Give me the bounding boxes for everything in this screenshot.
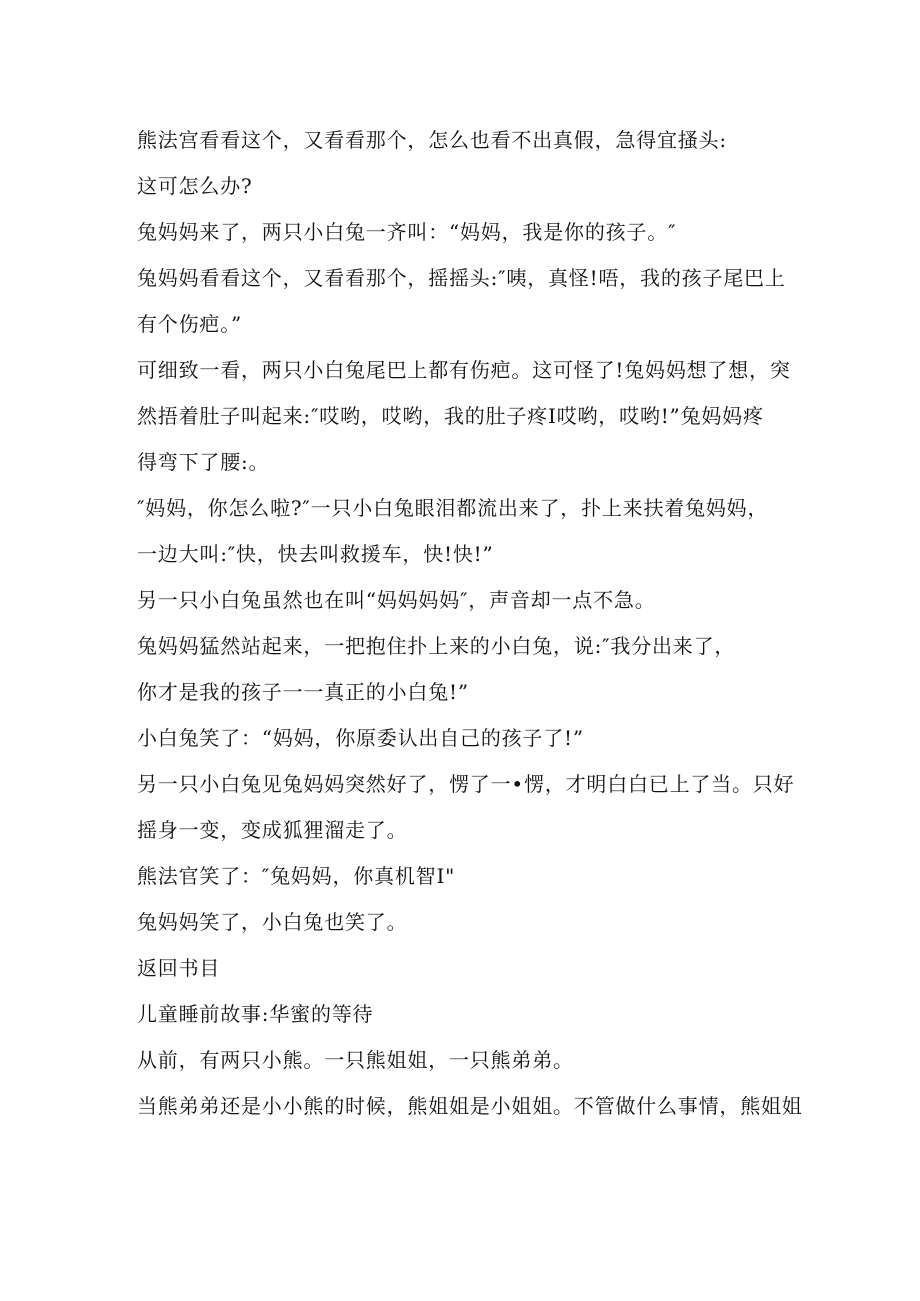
- text-line: ″妈妈，你怎么啦?″一只小白兔眼泪都流出来了，扑上来扶着兔妈妈，: [137, 496, 769, 520]
- story-title: 儿童睡前故事:华蜜的等待: [137, 1002, 374, 1026]
- document-body: [137, 117, 803, 1129]
- text-line: 兔妈妈来了，两只小白兔一齐叫：“妈妈，我是你的孩子。″: [137, 220, 677, 244]
- text-line: 你才是我的孩子一一真正的小白兔!”: [137, 680, 469, 704]
- text-line: 这可怎么办?: [137, 174, 253, 198]
- text-line: 熊法宫看看这个，又看看那个，怎么也看不出真假，急得宜搔头:: [137, 128, 727, 152]
- text-line: 当熊弟弟还是小小熊的时候，熊姐姐是小姐姐。不管做什么事情，熊姐姐: [137, 1094, 803, 1118]
- text-line: 有个伤疤。”: [137, 312, 243, 336]
- back-to-catalog-link[interactable]: 返回书目: [137, 956, 221, 980]
- text-line: 兔妈妈笑了，小白兔也笑了。: [137, 910, 408, 934]
- text-line: 另一只小白兔虽然也在叫“妈妈妈妈″，声音却一点不急。: [137, 588, 656, 612]
- text-line: 然捂着肚子叫起来:″哎哟，哎哟，我的肚子疼I哎哟，哎哟!”兔妈妈疼: [137, 404, 764, 428]
- text-line: 得弯下了腰:。: [137, 450, 270, 474]
- text-line: 兔妈妈猛然站起来，一把抱住扑上来的小白兔，说:″我分出来了，: [137, 634, 736, 658]
- text-line: 可细致一看，两只小白兔尾巴上都有伤疤。这可怪了!兔妈妈想了想，突: [137, 358, 791, 382]
- text-line: 从前，有两只小熊。一只熊姐姐，一只熊弟弟。: [137, 1048, 574, 1072]
- text-line: 摇身一变，变成狐狸溜走了。: [137, 818, 408, 842]
- text-line: 兔妈妈看看这个，又看看那个，摇摇头:″咦，真怪!唔，我的孩子尾巴上: [137, 266, 786, 290]
- text-line: 小白兔笑了：“妈妈，你原委认出自己的孩子了!”: [137, 726, 584, 750]
- text-line: 一边大叫:″快，快去叫救援车，快!快!”: [137, 542, 494, 566]
- text-line: 另一只小白兔见兔妈妈突然好了，愣了一•愣，才明白白已上了当。只好: [137, 772, 795, 796]
- text-line: 熊法官笑了：″兔妈妈，你真机智I": [137, 864, 456, 888]
